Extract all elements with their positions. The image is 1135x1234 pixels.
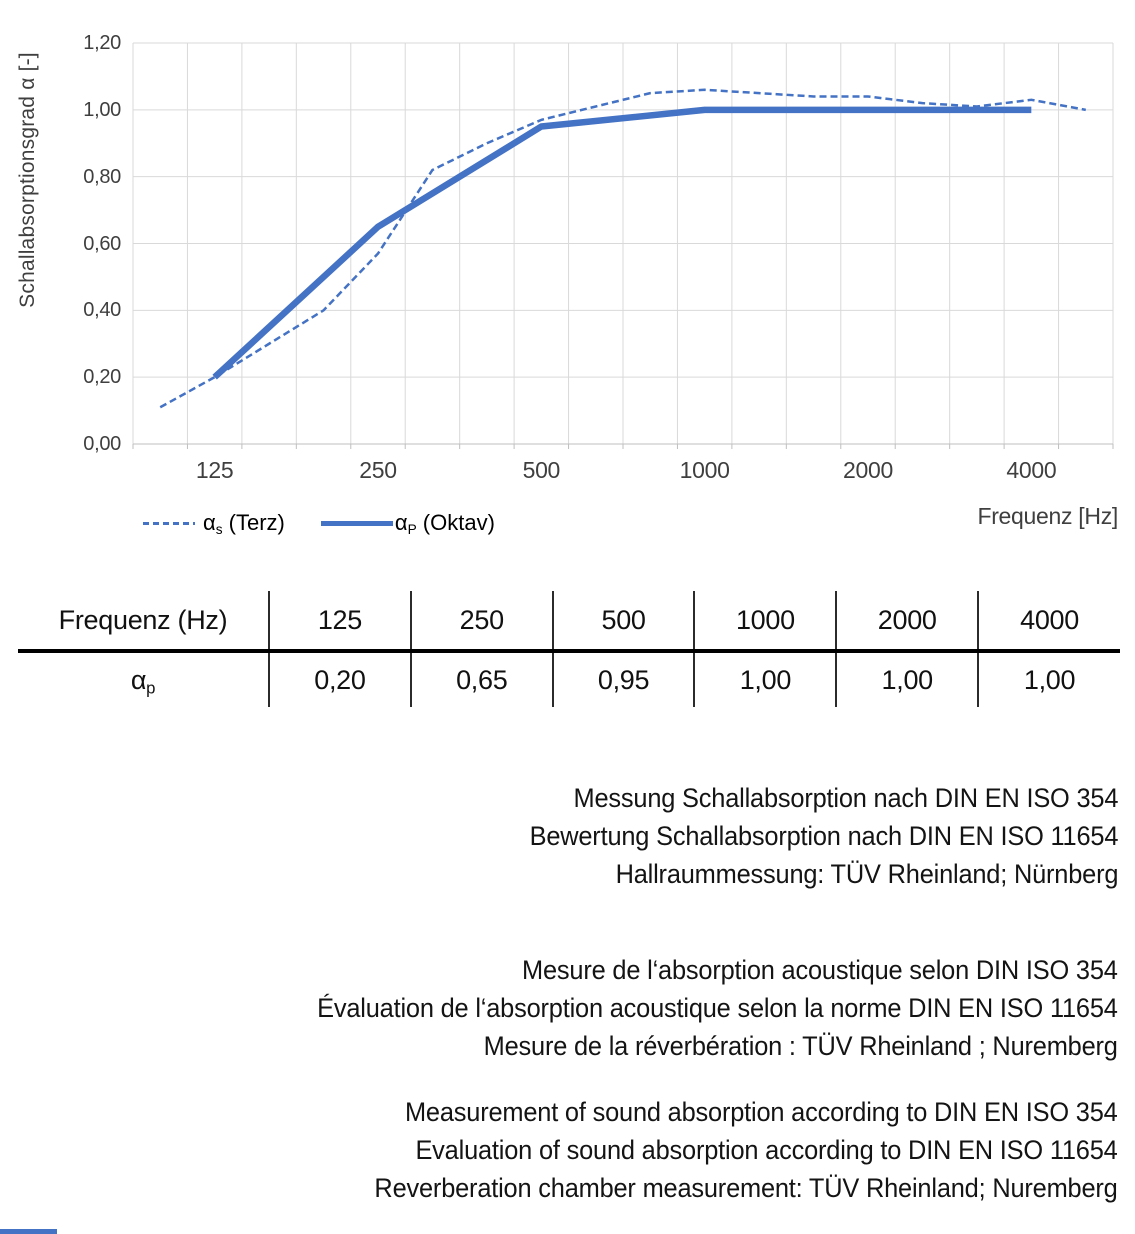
table-cell-freq: 250 xyxy=(411,591,553,651)
table-cell-freq: 500 xyxy=(553,591,695,651)
solid-line-swatch xyxy=(321,521,393,526)
legend-item-alpha-p xyxy=(321,510,495,536)
y-tick-label: 0,60 xyxy=(83,232,121,255)
y-tick-label: 1,20 xyxy=(83,32,121,54)
y-tick-label: 0,40 xyxy=(83,299,121,322)
table-cell-freq: 1000 xyxy=(694,591,836,651)
notes-english xyxy=(327,1093,1118,1207)
y-axis-title: Schallabsorptionsgrad α [-] xyxy=(16,52,39,308)
note-line: Mesure de la réverbération : TÜV Rheinland ; Nuremberg xyxy=(483,1031,1118,1061)
note-line: Hallraummessung: TÜV Rheinland; Nürnberg xyxy=(615,859,1118,889)
table-header-row xyxy=(18,591,1120,651)
legend-label-alpha-p: $\alpha_P$ (Oktav) xyxy=(394,510,495,537)
x-axis-title: Frequenz [Hz] xyxy=(977,503,1118,529)
y-tick-label: 0,00 xyxy=(83,433,121,455)
table-cell-value: 0,65 xyxy=(411,651,553,707)
table-cell-value: 1,00 xyxy=(694,651,836,707)
legend-label-alpha-s: $\alpha_s$ (Terz) xyxy=(203,510,285,537)
footer-accent-bar xyxy=(0,1229,57,1234)
notes-german xyxy=(492,779,1118,893)
table-cell-freq: 2000 xyxy=(836,591,978,651)
x-tick-label: 125 xyxy=(195,457,234,483)
table-cell-freq: 125 xyxy=(269,591,411,651)
chart-legend xyxy=(143,510,495,536)
x-tick-label: 2000 xyxy=(843,457,893,483)
table-cell-value: 1,00 xyxy=(978,651,1120,707)
table-cell-freq: 4000 xyxy=(978,591,1120,651)
table-header-label: Frequenz (Hz) xyxy=(18,591,269,651)
y-tick-label: 0,20 xyxy=(83,366,121,389)
note-line: Mesure de l‘absorption acoustique selon DIN ISO 354 xyxy=(522,955,1118,985)
y-tick-label: 0,80 xyxy=(83,165,121,188)
x-tick-label: 500 xyxy=(522,457,561,483)
table-cell-value: 0,20 xyxy=(269,651,411,707)
note-line: Évaluation de l‘absorption acoustique selon la norme DIN EN ISO 11654 xyxy=(317,993,1118,1023)
table-cell-value: 0,95 xyxy=(553,651,695,707)
y-tick-label: 1,00 xyxy=(83,98,121,121)
absorption-chart xyxy=(0,0,1135,560)
note-line: Bewertung Schallabsorption nach DIN EN ISO 11654 xyxy=(529,821,1118,851)
note-line: Evaluation of sound absorption according to DIN EN ISO 11654 xyxy=(415,1135,1118,1165)
legend-item-alpha-s xyxy=(143,510,285,536)
table-cell-value: 1,00 xyxy=(836,651,978,707)
table-value-row xyxy=(18,651,1120,707)
absorption-table xyxy=(18,591,1120,707)
note-line: Messung Schallabsorption nach DIN EN ISO 354 xyxy=(573,783,1118,813)
dashed-line-swatch xyxy=(143,522,195,525)
x-tick-label: 1000 xyxy=(679,457,730,483)
note-line: Measurement of sound absorption according to DIN EN ISO 354 xyxy=(405,1097,1118,1127)
x-tick-label: 4000 xyxy=(1006,457,1057,483)
note-line: Reverberation chamber measurement: TÜV Rheinland; Nuremberg xyxy=(374,1173,1118,1203)
table-row-label: $\alpha_p$ xyxy=(130,664,156,698)
notes-french xyxy=(266,951,1118,1065)
x-tick-label: 250 xyxy=(359,457,397,483)
